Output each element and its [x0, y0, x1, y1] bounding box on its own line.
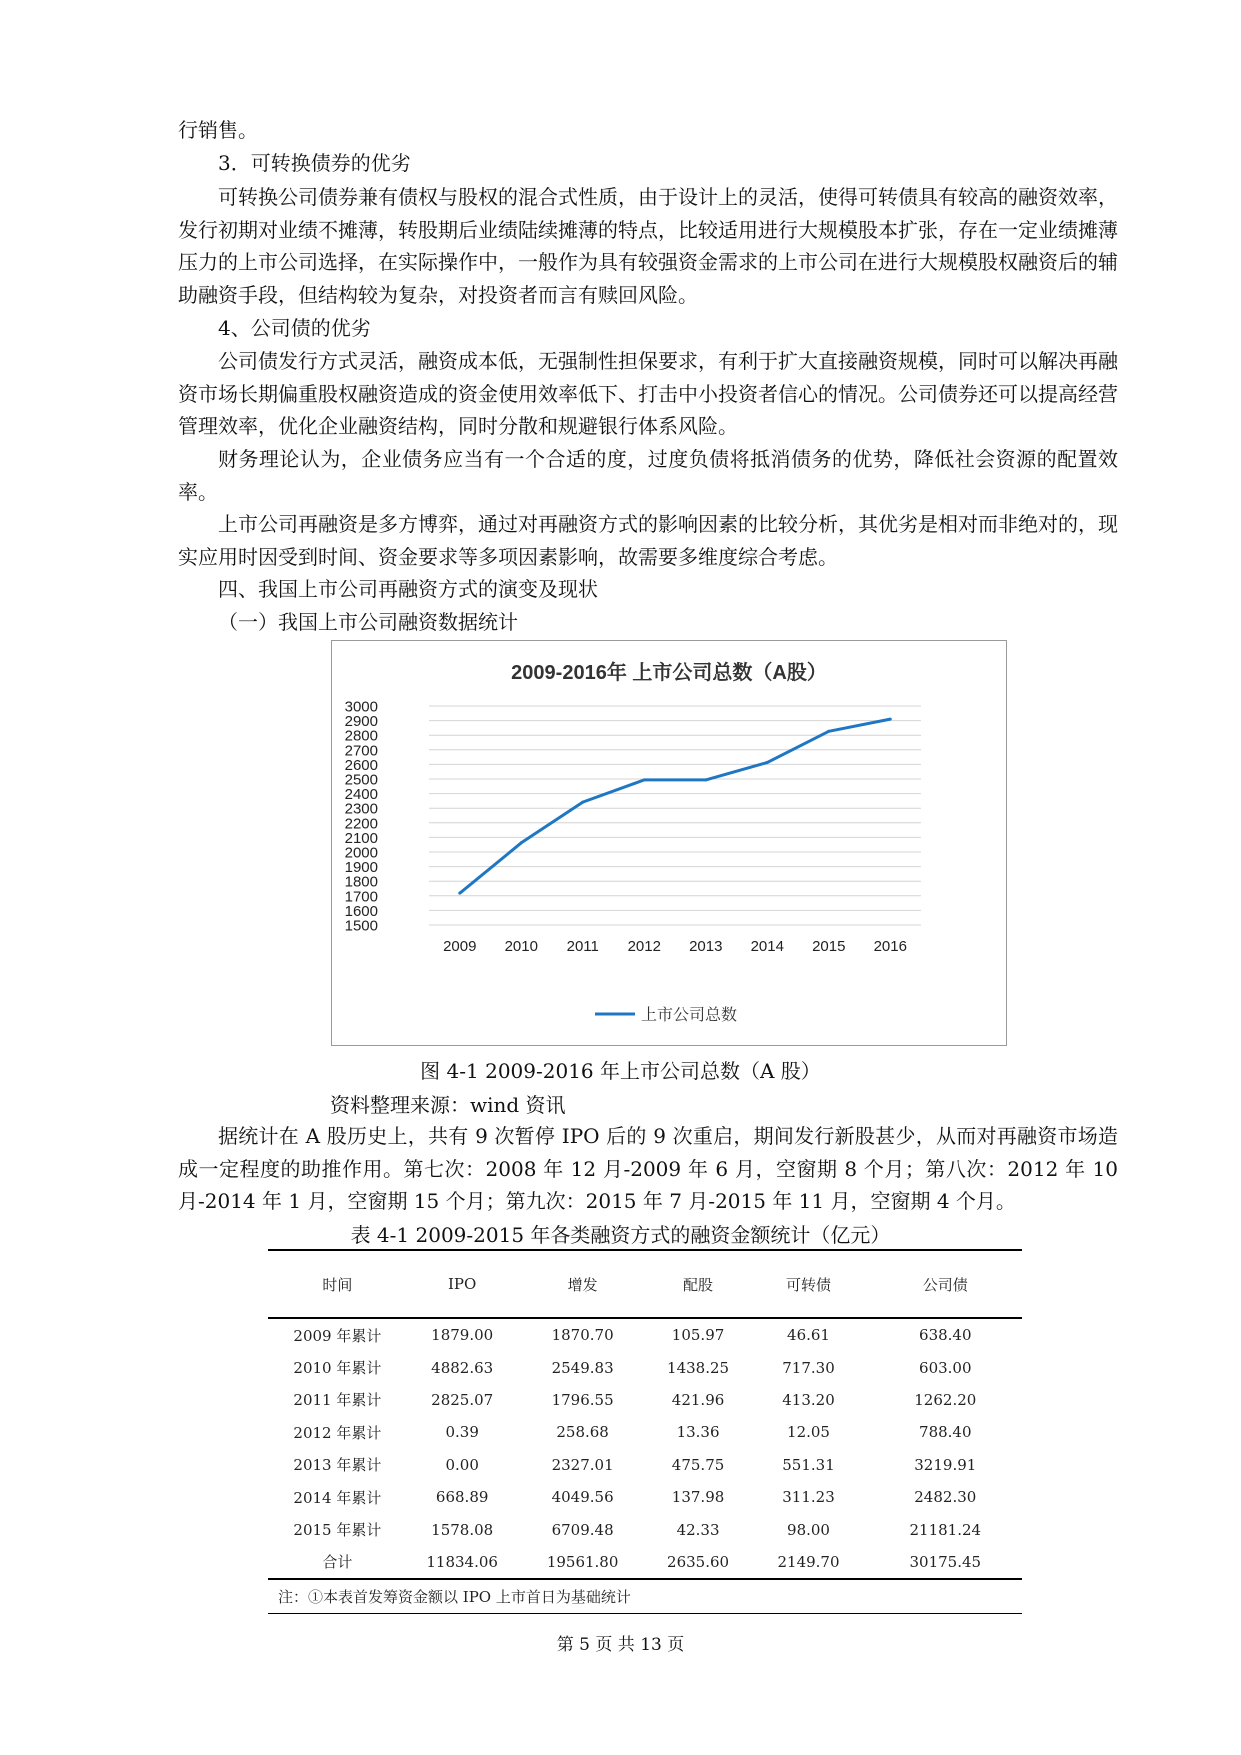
table-cell: 311.23	[782, 1488, 835, 1507]
y-tick-label: 2700	[344, 742, 378, 760]
table-cell: 2011 年累计	[293, 1391, 382, 1410]
data-point	[581, 801, 584, 804]
table-row	[268, 1481, 1022, 1513]
table-row	[268, 1449, 1022, 1481]
subheading-convertible-bonds: 3．可转换债券的优劣	[218, 151, 411, 175]
table-cell: 2009 年累计	[293, 1326, 382, 1345]
chart-legend	[595, 1006, 737, 1024]
header-cell: 增发	[518, 1250, 648, 1318]
chart-series	[458, 718, 892, 895]
x-tick-label: 2012	[627, 938, 661, 955]
table-cell: 19561.80	[518, 1546, 648, 1579]
table-cell: 12.05	[787, 1423, 830, 1442]
paragraph-convertible-bonds: 可转换公司债券兼有债权与股权的混合式性质，由于设计上的灵活，使得可转债具有较高的融资效率，发行初期对业绩不摊薄，转股期后业绩陆续摊薄的特点，比较适用进行大规模股本扩张，存在一定业绩摊薄压力的上市公司选择，在实际操作中，一般作为具有较强资金需求的上市公司在进行大规模股权融资后的辅助融资手段，但结构较为复杂，对投资者而言有赎回风险。	[178, 185, 1118, 307]
y-tick-label: 2400	[344, 786, 378, 804]
table-cell: 2015 年累计	[293, 1521, 382, 1540]
figure-caption: 图 4-1 2009-2016 年上市公司总数（A 股）	[420, 1059, 821, 1083]
y-tick-label: 2600	[344, 756, 378, 774]
y-tick-label: 3000	[344, 698, 378, 716]
y-tick-label: 2800	[344, 727, 378, 745]
data-point	[704, 778, 707, 781]
y-tick-label: 2900	[344, 713, 378, 731]
table-cell: 421.96	[671, 1390, 725, 1409]
table-cell: 21181.24	[909, 1520, 982, 1539]
table-cell: 1262.20	[914, 1390, 977, 1409]
header-cell: 配股	[648, 1250, 749, 1318]
table-cell: 3219.91	[914, 1455, 977, 1474]
financing-amount-table	[268, 1249, 1022, 1614]
data-point	[520, 841, 523, 844]
subsection-heading: （一）我国上市公司融资数据统计	[218, 610, 518, 634]
y-tick-label: 1700	[344, 888, 378, 906]
header-cell: 时间	[268, 1250, 407, 1318]
header-cell: IPO	[407, 1250, 518, 1318]
table-cell: 551.31	[782, 1455, 835, 1474]
table-cell: 0.00	[445, 1455, 479, 1474]
table-cell: 788.40	[919, 1423, 972, 1442]
y-tick-label: 1800	[344, 873, 378, 891]
data-point	[889, 718, 892, 721]
table-cell: 717.30	[782, 1358, 835, 1377]
table-cell: 2014 年累计	[293, 1488, 382, 1507]
table-cell: 2549.83	[551, 1358, 614, 1377]
page-footer: 第 5 页 共 13 页	[556, 1635, 685, 1655]
table-cell: 30175.45	[869, 1546, 1022, 1579]
y-axis-ticks	[345, 699, 378, 935]
figure-source: 资料整理来源：wind 资讯	[330, 1093, 566, 1117]
table-cell: 2013 年累计	[293, 1456, 382, 1475]
paragraph-finance-theory: 财务理论认为，企业债务应当有一个合适的度，过度负债将抵消债务的优势，降低社会资源的配置效率。	[178, 447, 1118, 504]
table-cell: 2635.60	[648, 1546, 749, 1579]
table-header-row	[268, 1250, 1022, 1318]
table-cell: 2327.01	[551, 1455, 614, 1474]
chart-title: 2009-2016年 上市公司总数（A股）	[511, 662, 827, 684]
y-tick-label: 2200	[344, 815, 378, 833]
table-row	[268, 1318, 1022, 1351]
y-tick-label: 1500	[344, 917, 378, 935]
table-cell: 2482.30	[914, 1488, 977, 1507]
y-tick-label: 2100	[344, 829, 378, 847]
table-cell: 13.36	[676, 1423, 720, 1442]
table-cell: 2825.07	[431, 1390, 494, 1409]
x-tick-label: 2015	[812, 938, 846, 955]
table-note-row	[268, 1579, 1022, 1614]
table-cell: 6709.48	[551, 1520, 614, 1539]
table-row	[268, 1351, 1022, 1383]
section-heading: 四、我国上市公司再融资方式的演变及现状	[218, 577, 598, 601]
y-tick-label: 2300	[344, 800, 378, 818]
y-tick-label: 1900	[344, 859, 378, 877]
table-cell: 0.39	[445, 1423, 479, 1442]
table-cell: 475.75	[671, 1455, 725, 1474]
x-axis-ticks	[443, 938, 907, 955]
x-tick-label: 2014	[750, 938, 784, 955]
table-total-row	[268, 1546, 1022, 1579]
table-cell: 2149.70	[748, 1546, 868, 1579]
x-tick-label: 2011	[566, 938, 599, 955]
table-cell: 1578.08	[431, 1520, 494, 1539]
table-cell: 1870.70	[551, 1326, 614, 1345]
table-cell: 638.40	[919, 1326, 972, 1345]
table-caption: 表 4-1 2009-2015 年各类融资方式的融资金额统计（亿元）	[350, 1223, 891, 1247]
legend-label: 上市公司总数	[641, 1007, 738, 1024]
table-cell: 1879.00	[431, 1326, 494, 1345]
paragraph-continuation: 行销售。	[178, 118, 258, 142]
table-cell: 11834.06	[407, 1546, 518, 1579]
data-point	[827, 730, 830, 733]
data-point	[643, 778, 646, 781]
x-tick-label: 2010	[504, 938, 538, 955]
table-row	[268, 1416, 1022, 1448]
header-cell: 公司债	[869, 1250, 1022, 1318]
chart-gridlines	[429, 706, 921, 925]
header-cell: 可转债	[748, 1250, 868, 1318]
table-cell: 137.98	[671, 1488, 725, 1507]
table-cell: 4882.63	[431, 1358, 494, 1377]
y-tick-label: 1600	[344, 902, 378, 920]
table-cell: 4049.56	[551, 1488, 614, 1507]
chart-frame	[331, 640, 1007, 1046]
table-cell: 105.97	[671, 1326, 725, 1345]
table-cell: 1438.25	[667, 1358, 730, 1377]
table-cell: 98.00	[787, 1520, 830, 1539]
table-row	[268, 1513, 1022, 1545]
table-row	[268, 1384, 1022, 1416]
table-note: 注：①本表首发筹资金额以 IPO 上市首日为基础统计	[268, 1579, 1022, 1614]
x-tick-label: 2009	[443, 938, 477, 955]
line-chart	[332, 641, 1006, 1045]
table-cell: 668.89	[435, 1488, 489, 1507]
data-point	[458, 892, 461, 895]
table-cell: 258.68	[556, 1423, 609, 1442]
x-tick-label: 2016	[873, 938, 907, 955]
y-tick-label: 2500	[344, 771, 378, 789]
data-point	[766, 761, 769, 764]
table-cell: 1796.55	[551, 1390, 614, 1409]
table-cell: 2012 年累计	[293, 1423, 382, 1442]
table-cell: 413.20	[782, 1390, 835, 1409]
y-tick-label: 2000	[344, 844, 378, 862]
paragraph-corporate-bonds: 公司债发行方式灵活，融资成本低，无强制性担保要求，有利于扩大直接融资规模，同时可以解决再融资市场长期偏重股权融资造成的资金使用效率低下、打击中小投资者信心的情况。公司债券还可以提高经营管理效率，优化企业融资结构，同时分散和规避银行体系风险。	[178, 349, 1118, 438]
table-cell: 42.33	[676, 1520, 720, 1539]
subheading-corporate-bonds: 4、公司债的优劣	[218, 316, 371, 340]
table-cell: 合计	[268, 1546, 407, 1579]
paragraph-refinancing-game: 上市公司再融资是多方博弈，通过对再融资方式的影响因素的比较分析，其优劣是相对而非绝对的，现实应用时因受到时间、资金要求等多项因素影响，故需要多维度综合考虑。	[178, 512, 1118, 569]
table-cell: 603.00	[919, 1358, 972, 1377]
paragraph-ipo-history: 据统计在 A 股历史上，共有 9 次暂停 IPO 后的 9 次重启，期间发行新股甚少，从而对再融资市场造成一定程度的助推作用。第七次：2008 年 12 月-2009 年 6 月，空窗期 8 个月；第八次：2012 年 10 月-2014 年 1 月，空窗期 15 个月；第九次：2015 年 7 月-2015 年 11 月，空窗期 4 个月。	[178, 1124, 1118, 1213]
table-cell: 46.61	[787, 1326, 830, 1345]
table-cell: 2010 年累计	[293, 1359, 382, 1378]
x-tick-label: 2013	[689, 938, 723, 955]
